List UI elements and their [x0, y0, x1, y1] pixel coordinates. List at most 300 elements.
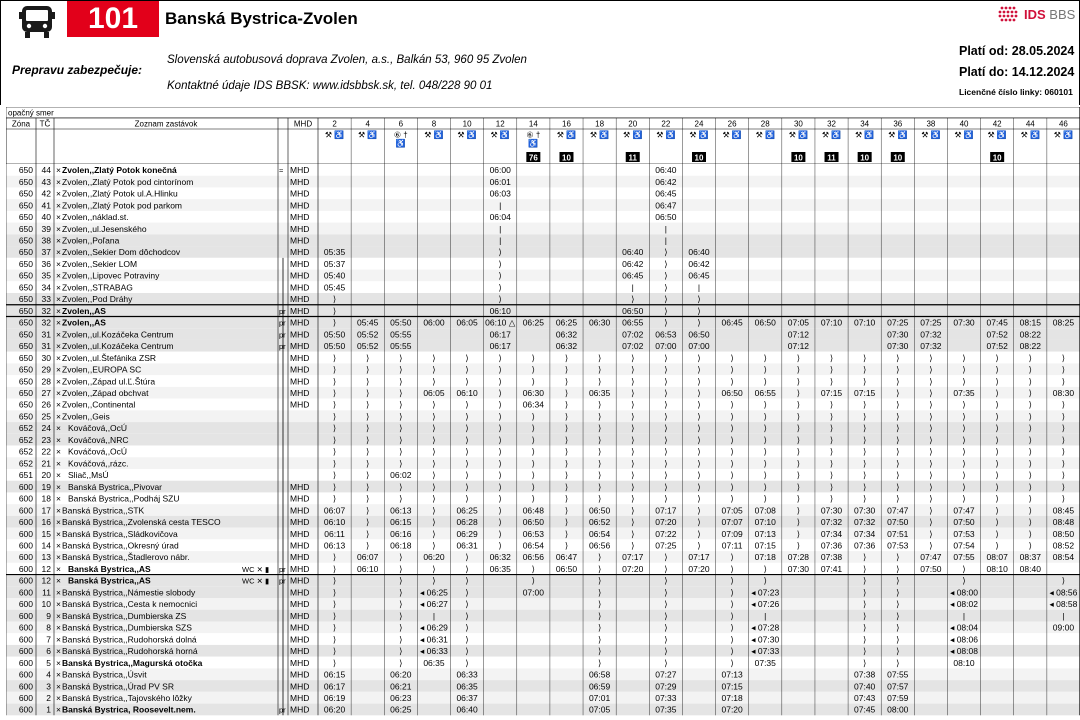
departure-time: ⟩	[399, 481, 403, 492]
trip-number: 2	[332, 119, 337, 129]
departure-time: 06:35	[456, 681, 478, 692]
departure-time: ⟩	[929, 376, 933, 387]
request-stop-mark: ×	[56, 458, 61, 469]
departure-time: ⟩	[332, 610, 337, 621]
departure-time: 07:22	[655, 528, 677, 539]
trip-number: 46	[1058, 119, 1068, 129]
trip-number: 22	[661, 119, 671, 129]
stop-name: Banská Bystrica,,AS	[68, 563, 151, 574]
departure-time: 07:11	[721, 540, 743, 551]
departure-time: ⟩	[697, 481, 701, 492]
departure-time: 06:25	[456, 505, 478, 516]
mhd-mark: MHD	[290, 282, 310, 293]
departure-time: ⟩	[631, 517, 635, 528]
departure-time: ⟩	[730, 446, 734, 457]
departure-time: ⟩	[697, 458, 701, 469]
departure-time: 06:20	[323, 704, 346, 715]
mhd-mark: MHD	[290, 247, 310, 258]
departure-time: 07:02	[622, 329, 644, 340]
departure-time: ⟩	[564, 446, 569, 457]
mhd-mark: MHD	[290, 540, 310, 551]
departure-time: ⟩	[1028, 364, 1032, 375]
departure-time: ⟩	[1028, 505, 1032, 516]
departure-time: ⟩	[1061, 481, 1066, 492]
stop-name: Banská Bystrica,,Úrad PV SR	[62, 681, 174, 692]
stop-tc: 31	[41, 329, 51, 340]
stop-facilities: WC ✕ ▮	[242, 576, 270, 586]
departure-time: ⟩	[366, 423, 370, 434]
departure-time: |	[962, 610, 966, 621]
trip-note-number: 10	[893, 153, 903, 163]
stop-name: Banská Bystrica,,Zvolenská cesta TESCO	[62, 517, 221, 528]
zone-number: 650	[18, 329, 33, 340]
departure-time: 07:50	[887, 517, 909, 528]
departure-time: ⟩	[465, 399, 469, 410]
departure-time: ⟩	[366, 493, 370, 504]
departure-time: ⟩	[763, 434, 767, 445]
departure-time: ⟩	[664, 388, 668, 398]
departure-time: ⟩	[399, 610, 403, 621]
departure-time: ⟩	[564, 458, 569, 469]
departure-time: 07:00	[522, 587, 544, 598]
zone-number: 650	[18, 235, 33, 246]
departure-time: ⟩	[929, 364, 933, 375]
departure-time: ⟩	[399, 622, 403, 633]
departure-time: ⟩	[1061, 423, 1066, 434]
departure-time: 06:56	[588, 540, 611, 551]
departure-time: ⟩	[332, 599, 337, 610]
departure-time: 08:40	[1019, 563, 1041, 574]
departure-time: 06:25	[555, 317, 578, 328]
departure-time: ⟩	[1061, 458, 1066, 469]
mhd-mark: MHD	[290, 646, 310, 657]
stop-name: Banská Bystrica,,STK	[62, 505, 145, 516]
departure-time: ⟩	[332, 458, 337, 469]
departure-time: ⟩	[399, 646, 403, 657]
departure-time: ⟩	[896, 352, 900, 363]
zone-number: 650	[18, 212, 33, 223]
departure-time: ⟩	[498, 517, 502, 528]
request-stop-mark: ×	[56, 446, 61, 457]
departure-time: ⟩	[332, 587, 337, 598]
mhd-mark: MHD	[290, 305, 310, 316]
departure-time: ⟩	[962, 411, 966, 422]
departure-time: ⟩	[962, 399, 966, 410]
departure-time: ⟩	[332, 470, 337, 481]
departure-time: ◂ 07:26	[751, 599, 780, 610]
departure-time: ⟩	[862, 376, 867, 387]
departure-time: ⟩	[631, 411, 635, 422]
trip-symbols: ⚒ ♿	[954, 130, 974, 140]
departure-time: 07:05	[787, 317, 810, 328]
departure-time: 06:53	[655, 329, 677, 340]
departure-time: ⟩	[399, 364, 403, 375]
departure-time: ⟩	[929, 517, 933, 528]
departure-time: ⟩	[697, 388, 701, 398]
trip-number: 42	[992, 119, 1002, 129]
departure-time: 06:20	[390, 669, 412, 680]
request-stop-mark: ×	[56, 528, 61, 539]
departure-time: ⟩	[829, 411, 834, 422]
departure-time: ⟩	[531, 376, 536, 387]
departure-time: ⟩	[332, 646, 337, 657]
departure-time: 06:40	[688, 247, 710, 258]
departure-time: ⟩	[1028, 352, 1032, 363]
transfer-mark: pr	[279, 342, 286, 352]
stop-row-bg	[6, 281, 1080, 293]
zone-number: 600	[18, 552, 33, 563]
request-stop-mark: ×	[56, 165, 61, 176]
departure-time: ⟩	[896, 587, 900, 598]
mhd-mark: MHD	[290, 388, 310, 398]
departure-time: ⟩	[862, 481, 867, 492]
departure-time: ⟩	[597, 470, 602, 481]
request-stop-mark: ×	[56, 200, 61, 211]
licence-number: Licenčné číslo linky: 060101	[959, 87, 1073, 97]
departure-time: 06:25	[390, 704, 412, 715]
departure-time: ⟩	[796, 493, 801, 504]
stop-tc: 28	[41, 376, 51, 387]
departure-time: ⟩	[399, 388, 403, 398]
departure-time: 06:18	[390, 540, 412, 551]
mhd-mark: MHD	[290, 552, 310, 563]
departure-time: ⟩	[995, 388, 999, 398]
departure-time: 06:00	[423, 317, 445, 328]
departure-time: ⟩	[730, 434, 734, 445]
trip-number: 26	[727, 119, 737, 129]
departure-time: ⟩	[597, 575, 602, 586]
mhd-mark: MHD	[290, 165, 310, 176]
mhd-mark: MHD	[290, 200, 310, 211]
mhd-mark: MHD	[290, 669, 310, 680]
stop-row-bg	[6, 305, 1080, 317]
departure-time: ⟩	[1061, 493, 1066, 504]
departure-time: ⟩	[763, 493, 767, 504]
trip-number: 24	[694, 119, 704, 129]
departure-time: ⟩	[432, 470, 436, 481]
departure-time: ⟩	[697, 505, 701, 516]
departure-time: 08:22	[1019, 341, 1041, 352]
departure-time: ⟩	[664, 364, 668, 375]
departure-time: 06:45	[721, 317, 743, 328]
departure-time: 06:11	[324, 528, 345, 539]
departure-time: ◂ 07:23	[751, 587, 780, 598]
stop-tc: 10	[41, 599, 51, 610]
departure-time: 08:52	[1052, 540, 1075, 551]
zone-number: 600	[18, 528, 33, 539]
departure-time: ⟩	[796, 446, 801, 457]
departure-time: ⟩	[1061, 364, 1066, 375]
departure-time: 06:50	[555, 563, 578, 574]
stop-tc: 3	[46, 681, 51, 692]
request-stop-mark: ×	[56, 270, 61, 281]
departure-time: 07:59	[887, 692, 909, 703]
departure-time: ⟩	[332, 657, 337, 668]
zone-number: 650	[18, 352, 33, 363]
departure-time: ⟩	[531, 352, 536, 363]
zone-number: 650	[18, 188, 33, 199]
trip-symbols: ⚒ ♿	[556, 130, 577, 140]
departure-time: 07:00	[688, 341, 710, 352]
stop-name: Banská Bystrica,,Cesta k nemocnici	[62, 599, 198, 610]
departure-time: |	[499, 235, 502, 246]
stop-name: Zvolen,,Lipovec Potraviny	[62, 270, 160, 281]
zone-number: 600	[18, 575, 33, 586]
stop-tc: 27	[41, 388, 51, 398]
departure-time: ⟩	[399, 552, 403, 563]
departure-time: 06:02	[390, 470, 412, 481]
departure-time: ⟩	[597, 610, 602, 621]
contact-info: Kontaktné údaje IDS BBSK: www.idsbbsk.sk, tel. 048/228 90 01	[167, 80, 493, 92]
departure-time: ⟩	[531, 446, 536, 457]
mhd-mark: MHD	[290, 481, 310, 492]
departure-time: ⟩	[1028, 399, 1032, 410]
departure-time: 06:03	[489, 188, 511, 199]
departure-time: ⟩	[631, 493, 635, 504]
departure-time: ⟩	[597, 458, 602, 469]
departure-time: ⟩	[929, 540, 933, 551]
zone-number: 600	[18, 587, 33, 598]
trip-note-number: 11	[827, 153, 836, 163]
request-stop-mark: ×	[56, 388, 61, 398]
departure-time: ⟩	[664, 294, 668, 305]
stop-row-bg	[6, 234, 1080, 246]
departure-time: 07:53	[953, 528, 975, 539]
departure-time: ◂ 06:25	[420, 587, 448, 598]
departure-time: ⟩	[432, 423, 436, 434]
stop-tc: 30	[41, 352, 51, 363]
departure-time: 06:42	[622, 258, 644, 269]
departure-time: 06:40	[622, 247, 644, 258]
trip-symbols: ⚒ ♿	[589, 130, 610, 140]
departure-time: ⟩	[796, 528, 801, 539]
departure-time: ⟩	[498, 247, 502, 258]
mhd-mark: MHD	[290, 634, 310, 645]
departure-time: ⟩	[962, 434, 966, 445]
stop-facilities: WC ✕ ▮	[242, 564, 270, 574]
departure-time: 07:43	[854, 692, 876, 703]
departure-time: ⟩	[1028, 528, 1032, 539]
departure-time: ⟩	[564, 411, 569, 422]
stop-name: Banská Bystrica,,Štadlerovo nábr.	[62, 552, 190, 563]
departure-time: ⟩	[531, 364, 536, 375]
stop-tc: 7	[46, 634, 51, 645]
departure-time: ⟩	[432, 540, 436, 551]
departure-time: ⟩	[465, 575, 469, 586]
departure-time: 07:30	[820, 505, 843, 516]
departure-time: ⟩	[995, 423, 999, 434]
stop-name: Banská Bystrica,,AS	[68, 575, 151, 586]
mhd-mark: MHD	[290, 681, 310, 692]
departure-time: 07:57	[887, 681, 909, 692]
trip-symbols: ⚒ ♿	[1020, 130, 1040, 140]
departure-time: 06:40	[655, 165, 677, 176]
departure-time: ⟩	[697, 305, 701, 316]
zone-number: 600	[18, 704, 33, 715]
column-header-stops: Zoznam zastávok	[134, 119, 198, 129]
column-header-tc: TČ	[39, 119, 51, 129]
departure-time: 07:36	[854, 540, 876, 551]
departure-time: ⟩	[995, 505, 999, 516]
zone-number: 600	[18, 669, 33, 680]
trip-number: 8	[431, 119, 437, 129]
stop-row-bg	[6, 211, 1080, 223]
departure-time: ⟩	[862, 622, 867, 633]
departure-time: ⟩	[631, 446, 635, 457]
departure-time: ⟩	[1061, 399, 1066, 410]
departure-time: ⟩	[465, 552, 469, 563]
departure-time: ⟩	[929, 470, 933, 481]
departure-time: 07:29	[655, 681, 677, 692]
departure-time: ⟩	[332, 423, 337, 434]
departure-time: ⟩	[796, 481, 801, 492]
zone-number: 600	[18, 517, 33, 528]
departure-time: 07:51	[887, 528, 909, 539]
departure-time: ⟩	[465, 446, 469, 457]
stop-tc: 18	[41, 493, 51, 504]
departure-time: 07:08	[754, 505, 776, 516]
zone-number: 600	[18, 622, 33, 633]
departure-time: 07:28	[787, 552, 810, 563]
departure-time: ⟩	[432, 563, 436, 574]
mhd-mark: MHD	[290, 188, 310, 199]
departure-time: 07:20	[688, 563, 710, 574]
departure-time: 07:35	[754, 657, 776, 668]
departure-time: ⟩	[399, 352, 403, 363]
trip-number: 6	[398, 119, 404, 129]
departure-time: ⟩	[664, 282, 668, 293]
departure-time: ⟩	[896, 446, 900, 457]
departure-time: ⟩	[531, 434, 536, 445]
departure-time: ⟩	[829, 423, 834, 434]
trip-number: 18	[595, 119, 605, 129]
stop-tc: 24	[41, 423, 51, 434]
mhd-mark: MHD	[290, 505, 310, 516]
departure-time: ⟩	[796, 376, 801, 387]
departure-time: ⟩	[399, 657, 403, 668]
departure-time: ⟩	[862, 587, 867, 598]
departure-time: ⟩	[829, 458, 834, 469]
departure-time: ⟩	[366, 376, 370, 387]
stop-tc: 13	[41, 552, 51, 563]
trip-number: 36	[893, 119, 903, 129]
route-name: Banská Bystrica-Zvolen	[165, 9, 358, 28]
request-stop-mark: ×	[56, 552, 61, 563]
trip-number: 14	[528, 119, 538, 129]
departure-time: 06:50	[721, 388, 743, 398]
departure-time: ⟩	[796, 388, 801, 398]
departure-time: ◂ 06:29	[420, 622, 448, 633]
departure-time: ⟩	[465, 364, 469, 375]
departure-time: ⟩	[498, 528, 502, 539]
zone-number: 650	[18, 294, 33, 305]
trip-number: 30	[793, 119, 803, 129]
stop-tc: 44	[41, 165, 51, 176]
stop-row-bg	[6, 575, 1080, 587]
departure-time: ⟩	[498, 399, 502, 410]
departure-time: 06:53	[522, 528, 544, 539]
zone-number: 650	[18, 317, 33, 328]
departure-time: ⟩	[498, 352, 502, 363]
stop-tc: 6	[46, 646, 51, 657]
departure-time: ⟩	[498, 481, 502, 492]
stop-row-bg	[6, 469, 1080, 481]
departure-time: 07:36	[820, 540, 843, 551]
departure-time: 07:30	[854, 505, 876, 516]
mhd-mark: MHD	[290, 294, 310, 305]
zone-number: 652	[18, 446, 33, 457]
departure-time: ⟩	[763, 575, 767, 586]
departure-time: ⟩	[366, 364, 370, 375]
departure-time: ◂ 07:33	[751, 646, 780, 657]
departure-time: 08:00	[887, 704, 909, 715]
departure-time: 05:50	[323, 329, 346, 340]
trip-symbols: ⚒ ♿	[821, 130, 842, 140]
stop-tc: 2	[46, 692, 51, 703]
departure-time: ⟩	[697, 364, 701, 375]
departure-time: ⟩	[332, 446, 337, 457]
departure-time: ⟩	[730, 376, 734, 387]
departure-time: ⟩	[631, 376, 635, 387]
departure-time: ⟩	[929, 528, 933, 539]
departure-time: ⟩	[564, 505, 569, 516]
departure-time: ⟩	[432, 493, 436, 504]
stop-name: Kováčová,,rázc.	[68, 458, 129, 469]
departure-time: ⟩	[1028, 481, 1032, 492]
departure-time: ⟩	[597, 446, 602, 457]
stop-name: Zvolen,,Zlatý Potok ul.A.Hlinku	[62, 188, 178, 199]
request-stop-mark: ×	[56, 505, 61, 516]
zone-number: 600	[18, 481, 33, 492]
departure-time: ⟩	[730, 646, 734, 657]
departure-time: 06:31	[456, 540, 478, 551]
departure-time: ⟩	[597, 646, 602, 657]
departure-time: ⟩	[896, 646, 900, 657]
departure-time: ⟩	[862, 575, 867, 586]
departure-time: ⟩	[929, 411, 933, 422]
departure-time: ⟩	[498, 364, 502, 375]
departure-time: ⟩	[564, 423, 569, 434]
departure-time: ⟩	[962, 481, 966, 492]
zone-number: 650	[18, 364, 33, 375]
mhd-mark: MHD	[290, 364, 310, 375]
departure-time: ⟩	[796, 352, 801, 363]
departure-time: 07:10	[754, 517, 776, 528]
departure-time: ⟩	[730, 364, 734, 375]
departure-time: ⟩	[896, 458, 900, 469]
departure-time: ⟩	[730, 481, 734, 492]
zone-number: 650	[18, 258, 33, 269]
departure-time: ⟩	[664, 399, 668, 410]
transfer-mark: pr	[279, 705, 286, 715]
departure-time: ⟩	[399, 399, 403, 410]
departure-time: 06:07	[357, 552, 379, 563]
ids-logo-text: IDS BBS	[1024, 7, 1076, 22]
stop-tc: 36	[41, 258, 51, 269]
departure-time: 08:54	[1052, 552, 1075, 563]
trip-note-number: 11	[628, 153, 637, 163]
departure-time: ⟩	[664, 423, 668, 434]
departure-time: ⟩	[862, 434, 867, 445]
departure-time: ⟩	[664, 458, 668, 469]
stop-name: Banská Bystrica,,Námestie slobody	[62, 587, 196, 598]
departure-time: 06:28	[456, 517, 478, 528]
departure-time: ⟩	[862, 446, 867, 457]
departure-time: ⟩	[796, 470, 801, 481]
departure-time: ⟩	[366, 528, 370, 539]
departure-time: ⟩	[366, 411, 370, 422]
departure-time: |	[664, 223, 667, 234]
